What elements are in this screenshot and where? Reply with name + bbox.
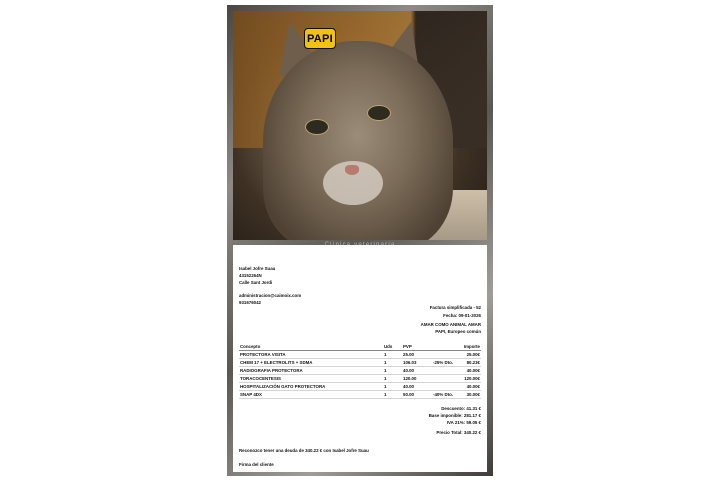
customer-id: 43152264N xyxy=(239,273,262,278)
table-row xyxy=(239,391,481,399)
table-row xyxy=(239,359,481,367)
header-price: PVP xyxy=(403,343,412,349)
grand-total: Precio Total: 340.22 € xyxy=(436,430,481,435)
row-units: 1 xyxy=(384,383,387,389)
cat-eye-right xyxy=(367,105,391,121)
customer-email: administracion@caimoix.com xyxy=(239,293,302,298)
row-concept: PROTECTORA VISITA xyxy=(240,351,286,357)
cat-eye-left xyxy=(305,119,329,135)
logo-text: PAPI xyxy=(306,32,334,45)
row-amount: 80.23€ xyxy=(466,359,480,365)
discount-total: Descuento: 41.31 € xyxy=(441,406,481,411)
cat-nose xyxy=(345,165,359,175)
row-discount: -40% Dto. xyxy=(433,391,454,397)
row-amount: 40.00€ xyxy=(466,383,480,389)
table-header xyxy=(239,343,481,351)
invoice-pet: PAPI, Europeo común xyxy=(435,329,481,334)
taxable-base: Base imponible: 281.17 € xyxy=(428,413,481,418)
table-row xyxy=(239,351,481,359)
customer-address: Calle Sant Jordi xyxy=(239,280,273,285)
row-price: 50.00 xyxy=(403,391,414,397)
row-amount: 120.00€ xyxy=(464,375,480,381)
invoice-client: AMAR COMO ANIMAL AMAR xyxy=(420,322,481,327)
row-price: 106.03 xyxy=(403,359,417,365)
row-units: 1 xyxy=(384,367,387,373)
invoice-document xyxy=(233,245,487,472)
cat-body xyxy=(263,41,453,240)
row-units: 1 xyxy=(384,375,387,381)
header-concept: Concepto xyxy=(240,343,261,349)
invoice-date: Fecha: 09-01-2026 xyxy=(443,313,481,318)
row-amount: 40.00€ xyxy=(466,367,480,373)
row-concept: SNAP 4DX xyxy=(240,391,262,397)
debt-acknowledgement: Reconozco tener una deuda de 340.22 € con Isabel Jofre Suau xyxy=(239,448,369,453)
row-concept: HOSPITALIZACIÓN GATO PROTECTORA xyxy=(240,383,326,389)
papi-logo xyxy=(304,28,336,49)
row-price: 25.00 xyxy=(403,351,414,357)
row-units: 1 xyxy=(384,351,387,357)
row-units: 1 xyxy=(384,391,387,397)
signature-label: Firma del cliente xyxy=(239,462,274,467)
row-price: 40.00 xyxy=(403,383,414,389)
row-concept: RADIOGRAFIA PROTECTORA xyxy=(240,367,303,373)
row-concept: CHEM 17 + ELECTROLITS + SDMA xyxy=(240,359,313,365)
header-amount: Importe xyxy=(463,343,480,349)
row-discount: -25% Dto. xyxy=(433,359,454,365)
table-row xyxy=(239,383,481,391)
row-units: 1 xyxy=(384,359,387,365)
invoice-number: Factura simplificada - 52 xyxy=(429,305,481,310)
row-price: 40.00 xyxy=(403,367,414,373)
header-units: Uds xyxy=(384,343,393,349)
customer-name: Isabel Jofre Suau xyxy=(239,266,276,271)
row-amount: 30.00€ xyxy=(466,391,480,397)
row-price: 120.00 xyxy=(403,375,417,381)
row-concept: TORACOCENTESIS xyxy=(240,375,281,381)
iva-amount: IVA 21%: 59.05 € xyxy=(446,420,481,425)
row-amount: 25.00€ xyxy=(466,351,480,357)
customer-phone: 931676042 xyxy=(239,300,261,305)
table-row xyxy=(239,367,481,375)
cat-photo xyxy=(233,11,487,240)
table-row xyxy=(239,375,481,383)
